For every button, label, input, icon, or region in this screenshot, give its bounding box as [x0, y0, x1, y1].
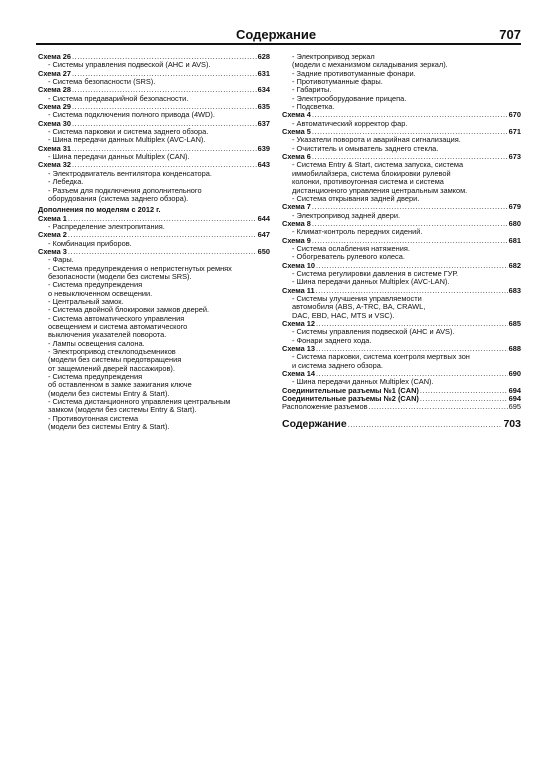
toc-entry-line: автомобиля (ABS, A-TRC, BA, CRAWL, [292, 302, 426, 312]
toc-entry [38, 248, 270, 432]
toc-entry-line: от защемлений дверей пассажиров). [48, 363, 175, 373]
toc-entry-line: - Система предупреждения [48, 372, 143, 382]
toc-entry-line: - Система предупреждения о непристегнутых ремнях [48, 263, 232, 273]
toc-entry-line: дистанционного управления центральным замком. [292, 185, 468, 195]
toc-entry-line: - Электропривод задней двери. [292, 210, 401, 220]
toc-entry-label: Расположение разъемов [282, 402, 368, 412]
toc-entry-line: выключения указателей поворота. [48, 330, 167, 340]
toc-entry-label: Соединительные разъемы №1 (CAN) [282, 385, 419, 395]
toc-entry-label: Схема 14 [282, 369, 316, 379]
toc-entry-line: - Система Entry & Start, система запуска, система [292, 160, 464, 170]
toc-entry [38, 231, 270, 248]
toc-entry-line: - Шина передачи данных Multiplex (AVC-LAN). [292, 277, 450, 287]
toc-entry [38, 70, 270, 87]
toc-entry-line: - Автоматический корректор фар. [292, 118, 408, 128]
section-title: Дополнения по моделям с 2012 г. [38, 205, 161, 215]
toc-entry-line: безопасности (модели без системы SRS). [48, 271, 192, 281]
toc-entry-line: - Разъем для подключения дополнительного [48, 185, 202, 195]
toc-entry-line: - Задние противотуманные фонари. [292, 68, 416, 78]
toc-entry-line: - Система предаварийной безопасности. [48, 93, 189, 103]
toc-entry-line: о невыключенном освещении. [48, 288, 153, 298]
toc-entry-label: Схема 8 [282, 218, 311, 228]
toc-entry-line: - Обогреватель рулевого колеса. [292, 252, 405, 262]
leader-dots [348, 421, 503, 429]
toc-entry-line: - Электродвигатель вентилятора конденсатора. [48, 168, 212, 178]
toc-entry-page: 647 [257, 230, 270, 240]
toc-entry-line: - Система парковки и система заднего обзора. [48, 127, 209, 137]
toc-entry-label: Схема 31 [38, 143, 72, 153]
toc-entry-page: 670 [508, 110, 521, 120]
toc-entry-line: - Система безопасности (SRS). [48, 77, 156, 87]
toc-entry-line: - Система двойной блокировки замков дверей. [48, 305, 210, 315]
toc-entry-line: (модели без системы предотвращения [48, 355, 182, 365]
toc-entry-label: Схема 13 [282, 344, 316, 354]
toc-entry-label: Схема 10 [282, 260, 316, 270]
toc-entry-line: - Фонари заднего хода. [292, 335, 372, 345]
right-column [282, 53, 521, 430]
toc-entry-label: Схема 26 [38, 52, 72, 61]
toc-entry-label: Схема 5 [282, 127, 311, 137]
toc-entry-page: 634 [257, 85, 270, 95]
toc-entry-page: 685 [508, 319, 521, 328]
toc-entry [282, 220, 521, 237]
toc-entry-line: - Система подключения полного привода (4WD). [48, 110, 215, 120]
toc-entry-contents[interactable] [282, 418, 521, 430]
toc-entry-page: 681 [508, 235, 521, 245]
toc-entry-page: 695 [508, 402, 521, 412]
toc-entry-line: - Комбинация приборов. [48, 238, 132, 248]
toc-entry-line: - Электропривод стеклоподъемников [48, 347, 176, 357]
toc-entry-line: - Системы управления подвеской (AHC и AVS). [48, 60, 211, 70]
toc-entry-line: - Фары. [48, 255, 74, 265]
toc-entry-line: - Распределение электропитания. [48, 221, 165, 231]
toc-entry-line: об оставленном в замке зажигания ключе [48, 380, 192, 390]
toc-entry-label: Содержание [282, 417, 347, 430]
left-entries [38, 53, 270, 203]
toc-entry [282, 345, 521, 370]
toc-entry-page: 628 [257, 52, 270, 61]
toc-entry-label: Схема 28 [38, 85, 72, 95]
toc-entry-line: - Система парковки, система контроля мертвых зон [292, 352, 470, 362]
toc-entry-line: освещением и система автоматического [48, 322, 188, 331]
toc-entry-line: - Климат-контроль передних сидений. [292, 227, 423, 237]
toc-entry [282, 287, 521, 320]
toc-entry-line: - Центральный замок. [48, 296, 124, 306]
connectors [282, 387, 521, 404]
toc-entry-line: - Система предупреждения [48, 280, 143, 290]
toc-entry-page: 635 [257, 102, 270, 112]
toc-entry-label: Схема 4 [282, 110, 311, 120]
toc-entry-line: - Подсветка. [292, 102, 335, 112]
toc-entry [282, 237, 521, 262]
toc-entry-page: 694 [508, 385, 521, 395]
toc-entry-line: - Системы улучшения управляемости [292, 293, 422, 303]
toc-entry-line: - Противотуманные фары. [292, 77, 383, 87]
toc-entry [282, 320, 521, 345]
toc-entry-line: - Система автоматического управления [48, 313, 185, 323]
toc-entry [282, 128, 521, 153]
toc-entry-line: оборудования (система заднего обзора). [48, 193, 189, 203]
toc-entry-page: 671 [508, 127, 521, 137]
toc-entry-line: - Шина передачи данных Multiplex (CAN). [292, 377, 434, 387]
toc-entry-page: 682 [508, 260, 521, 270]
toc-entry-line: DAC, EBD, HAC, MTS и VSC). [292, 310, 395, 320]
toc-entry-line: (модели с механизмом складывания зеркал). [292, 60, 448, 70]
toc-entry-page: 680 [508, 218, 521, 228]
toc-entry-line: замком (модели без системы Entry & Start). [48, 405, 197, 415]
toc-entry-line: - Система дистанционного управления центральным [48, 397, 231, 407]
toc-entry-label: Схема 3 [38, 246, 67, 256]
toc-entry-label: Соединительные разъемы №2 (CAN) [282, 394, 419, 404]
toc-entry-line: - Электрооборудование прицепа. [292, 93, 407, 103]
toc-entry [38, 53, 270, 70]
page-number: 707 [499, 27, 521, 42]
toc-entry-label: Схема 32 [38, 160, 72, 170]
toc-entry-line: - Системы управления подвеской (AHC и AVS). [292, 327, 455, 337]
toc-entry-label: Схема 29 [38, 102, 72, 112]
toc-entry-page: 690 [508, 369, 521, 379]
toc-entry-line: - Лебедка. [48, 177, 84, 187]
toc-entry-page: 631 [257, 68, 270, 78]
toc-entry [282, 153, 521, 203]
toc-entry-line: (модели без системы Entry & Start). [48, 388, 170, 398]
toc-entry-label: Схема 9 [282, 235, 311, 245]
toc-entry-page: 673 [508, 152, 521, 162]
toc-entry-page: 650 [257, 246, 270, 256]
toc-entry-page: 688 [508, 344, 521, 354]
toc-entry-line: - Очиститель и омыватель заднего стекла. [292, 143, 439, 153]
toc-entry [38, 86, 270, 103]
toc-entry [282, 262, 521, 287]
right-entries [282, 111, 521, 386]
toc-entry-page: 694 [508, 394, 521, 404]
toc-entry [282, 203, 521, 220]
toc-entry-line: (модели без системы Entry & Start). [48, 422, 170, 432]
toc-entry-label: Схема 1 [38, 213, 67, 223]
toc-entry-line: - Система открывания задней двери. [292, 193, 420, 203]
toc-entry-page: 639 [257, 143, 270, 153]
toc-entry-line: - Электропривод зеркал [292, 52, 375, 61]
toc-entry-label: Схема 2 [38, 230, 67, 240]
toc-entry-page: 637 [257, 118, 270, 128]
toc-entry-connector-location[interactable] [282, 403, 521, 411]
leader-dots [420, 387, 508, 395]
toc-entry [282, 111, 521, 128]
toc-entry-line: иммобилайзера, система блокировки рулевой [292, 168, 451, 178]
right-top-lines [282, 53, 521, 111]
leader-dots [369, 403, 508, 411]
toc-entry [38, 215, 270, 232]
toc-entry-label: Схема 11 [282, 285, 315, 295]
toc-entry [38, 103, 270, 120]
toc-entry-label: Схема 12 [282, 319, 316, 328]
page-header [36, 27, 521, 45]
toc-entry-page: 703 [503, 417, 521, 430]
left-entries-2 [38, 215, 270, 432]
toc-entry-line: колонки, противоугонная система и система [292, 177, 444, 187]
toc-entry-line: - Шина передачи данных Multiplex (CAN). [48, 152, 190, 162]
toc-entry-line: - Габариты. [292, 85, 332, 95]
toc-entry [38, 145, 270, 162]
toc-entry [38, 161, 270, 203]
toc-entry-page: 643 [257, 160, 270, 170]
toc-entry-page: 683 [508, 285, 521, 295]
page-title: Содержание [236, 27, 317, 42]
leader-dots [420, 395, 508, 403]
toc-entry [282, 370, 521, 387]
toc-entry-line: и система заднего обзора. [292, 360, 383, 370]
toc-entry-page: 644 [257, 213, 270, 223]
toc-entry-line: - Противоугонная система [48, 413, 139, 423]
toc-entry-line: - Шина передачи данных Multiplex (AVC-LAN). [48, 135, 206, 145]
toc-entry-label: Схема 6 [282, 152, 311, 162]
toc-entry-line: - Система регулировки давления в системе ГУР. [292, 268, 459, 278]
toc-entry-label: Схема 7 [282, 202, 311, 212]
toc-entry-line: - Лампы освещения салона. [48, 338, 145, 348]
toc-entry-line: - Указатели поворота и аварийная сигнализация. [292, 135, 461, 145]
toc-entry [38, 120, 270, 145]
leader-dots [68, 248, 257, 256]
toc-entry-label: Схема 30 [38, 118, 72, 128]
left-column [38, 53, 270, 431]
toc-entry-line: - Система ослабления натяжения. [292, 243, 410, 253]
toc-entry-label: Схема 27 [38, 68, 72, 78]
toc-entry-page: 679 [508, 202, 521, 212]
